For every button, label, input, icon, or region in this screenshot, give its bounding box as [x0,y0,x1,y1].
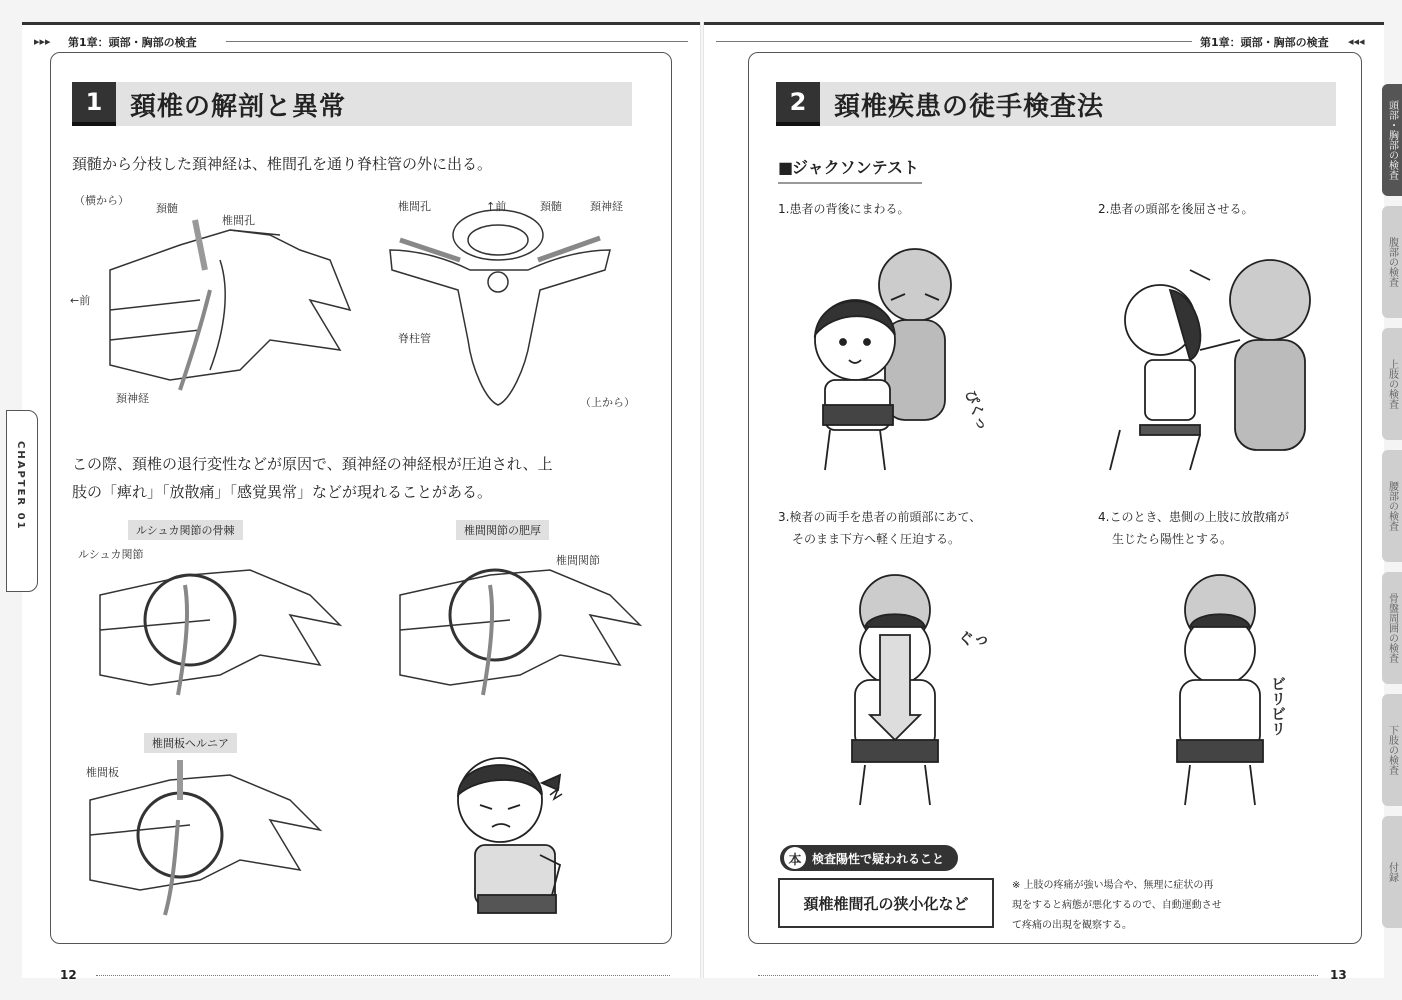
right-page-number: 13 [1330,968,1347,982]
top-diagram-caption: （上から） [580,396,635,409]
side-tab-lumbar[interactable]: 腰部の検査 [1382,450,1402,562]
section-1-heading [72,82,632,126]
top-label-nerve: 頚神経 [590,200,623,213]
abnormality-2-diagram [390,555,650,705]
test-name-underline [778,182,922,184]
chapter-tab-label: CHAPTER 01 [15,441,26,531]
left-running-line [226,41,688,42]
side-label-foramen: 椎間孔 [222,214,255,227]
caution-note-line-3: て疼痛の出現を観察する。 [1012,920,1132,931]
neck-pain-girl-illustration [420,735,610,920]
step-1-line-1: 1.患者の背後にまわる。 [778,202,910,216]
top-label-front: ↑前 [486,200,507,213]
abnormality-3-diagram [80,760,330,920]
section-2-title: 頚椎疾患の徒手検査法 [834,91,1105,122]
abnormality-1-label: ルシュカ関節 [78,548,144,561]
suspect-label: 検査陽性で疑われること [812,851,945,866]
left-footer-line [96,975,670,976]
suspect-result: 頚椎椎間孔の狭小化など [803,894,969,913]
left-running-head: 第1章：頭部・胸部の検査 [68,36,197,49]
side-tab-upper-limb[interactable]: 上肢の検査 [1382,328,1402,440]
right-running-head-arrows: ◂◂◂ [1348,35,1365,48]
chapter-tab[interactable] [6,410,38,592]
body-text-line-1: この際、頚椎の退行変性などが原因で、頚神経の神経根が圧迫され、上 [72,455,553,473]
step-3-line-1: 3.検者の両手を患者の前頭部にあて、 [778,510,982,524]
intro-text: 頚髄から分枝した頚神経は、椎間孔を通り脊柱管の外に出る。 [72,155,493,173]
page-fold [700,22,704,978]
section-2-number: 2 [776,82,820,126]
side-tab-lower-limb[interactable]: 下肢の検査 [1382,694,1402,806]
side-label-nerve: 頚神経 [116,392,149,405]
abnormality-3-tag: 椎間板ヘルニア [144,733,237,753]
side-tab-abdomen[interactable]: 腹部の検査 [1382,206,1402,318]
step-1-illustration [795,230,1015,480]
top-label-canal: 脊柱管 [398,332,431,345]
right-running-head: 第1章：頭部・胸部の検査 [1200,36,1329,49]
side-diagram-caption: （横から） [74,194,129,207]
caution-note-line-2: 現をすると病態が悪化するので、自動運動させ [1012,900,1222,911]
book-icon: 本 [784,847,806,869]
test-name-bullet: ■ [778,158,794,177]
step-3-illustration [810,565,980,815]
top-label-cord: 頚髄 [540,200,562,213]
test-name: ジャクソンテスト [792,158,920,177]
section-2-heading [776,82,1336,126]
left-running-head-arrows: ▸▸▸ [34,35,51,48]
step-2-illustration [1100,240,1340,480]
abnormality-2-label: 椎間関節 [556,554,600,567]
section-1-title: 頚椎の解剖と異常 [130,91,347,122]
side-tab-pelvis[interactable]: 骨盤周囲の検査 [1382,572,1402,684]
side-label-cord: 頚髄 [156,202,178,215]
top-label-foramen: 椎間孔 [398,200,431,213]
suspect-callout [780,845,958,871]
side-tab-head-chest[interactable]: 頭部・胸部の検査 [1382,84,1402,196]
abnormality-1-diagram [90,555,350,705]
sfx-2: ぐっ [958,629,990,648]
sfx-1: ぴくっ [961,387,991,433]
caution-note [1012,876,1222,936]
side-label-front: ←前 [70,294,91,307]
body-text-line-2: 肢の「痺れ」「放散痛」「感覚異常」などが現れることがある。 [72,483,493,501]
right-running-line [716,41,1192,42]
cervical-side-diagram [70,190,360,420]
cervical-top-diagram [380,190,630,410]
abnormality-1-tag: ルシュカ関節の骨棘 [128,520,243,540]
step-4-line-2: 生じたら陽性とする。 [1112,532,1233,546]
side-tab-appendix[interactable]: 付録 [1382,816,1402,928]
left-page-number: 12 [60,968,77,982]
abnormality-2-tag: 椎間関節の肥厚 [456,520,549,540]
abnormality-3-label: 椎間板 [86,766,119,779]
right-footer-line [758,975,1318,976]
step-3-line-2: そのまま下方へ軽く圧迫する。 [792,532,961,546]
sfx-3: ビリビリ [1269,676,1287,736]
suspect-result-box [778,878,994,928]
step-2-line-1: 2.患者の頭部を後屈させる。 [1098,202,1254,216]
step-4-line-1: 4.このとき、患側の上肢に放散痛が [1098,510,1289,524]
caution-note-line-1: ※ 上肢の疼痛が強い場合や、無理に症状の再 [1012,880,1214,891]
section-1-number: 1 [72,82,116,126]
